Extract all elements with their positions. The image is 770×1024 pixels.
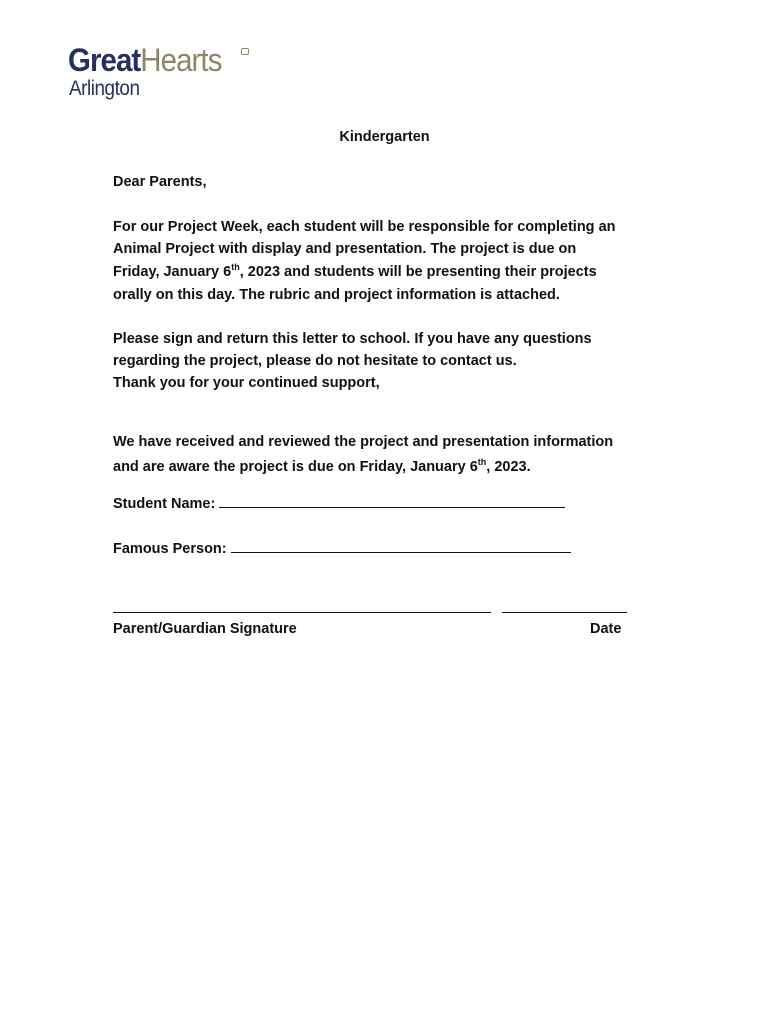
paragraph1-superscript: th (231, 262, 240, 272)
paragraph2-line3: Thank you for your continued support, (113, 375, 380, 391)
trademark-icon (241, 48, 249, 55)
logo-campus-text: Arlington (69, 77, 140, 100)
date-field[interactable] (502, 612, 627, 613)
acknowledgement-line2 (113, 457, 531, 477)
salutation: Dear Parents, (113, 174, 207, 190)
date-label: Date (590, 621, 622, 637)
acknowledgement-line1: We have received and reviewed the project and presentation information (113, 434, 614, 450)
logo-hearts-text: Hearts (140, 42, 222, 78)
paragraph1-line2: Animal Project with display and presentation. The project is due on (113, 241, 577, 257)
student-name-row (113, 493, 565, 514)
letter-title: Kindergarten (339, 129, 430, 145)
logo-great-text: Great (68, 42, 141, 78)
paragraph1-line3-end: , 2023 and students will be presenting their projects (239, 264, 597, 280)
signature-field[interactable] (113, 612, 491, 613)
famous-person-label: Famous Person: (113, 541, 227, 557)
acknowledgement-line2-start: and are aware the project is due on Friday, January 6 (113, 459, 478, 475)
logo-wordmark (68, 42, 221, 78)
student-name-label: Student Name: (113, 496, 216, 512)
paragraph1-line3 (113, 262, 597, 282)
school-logo (68, 42, 268, 106)
paragraph1-line3-start: Friday, January 6 (113, 264, 232, 280)
paragraph1-line1: For our Project Week, each student will be responsible for completing an (113, 219, 616, 235)
acknowledgement-line2-end: , 2023. (486, 459, 531, 475)
paragraph2-line2: regarding the project, please do not hesitate to contact us. (113, 353, 517, 369)
signature-label: Parent/Guardian Signature (113, 621, 297, 637)
paragraph1-line4: orally on this day. The rubric and project information is attached. (113, 287, 560, 303)
famous-person-row (113, 538, 571, 559)
student-name-field[interactable] (219, 493, 565, 508)
paragraph2-line1: Please sign and return this letter to school. If you have any questions (113, 331, 592, 347)
acknowledgement-superscript: th (477, 457, 487, 467)
famous-person-field[interactable] (231, 538, 571, 553)
